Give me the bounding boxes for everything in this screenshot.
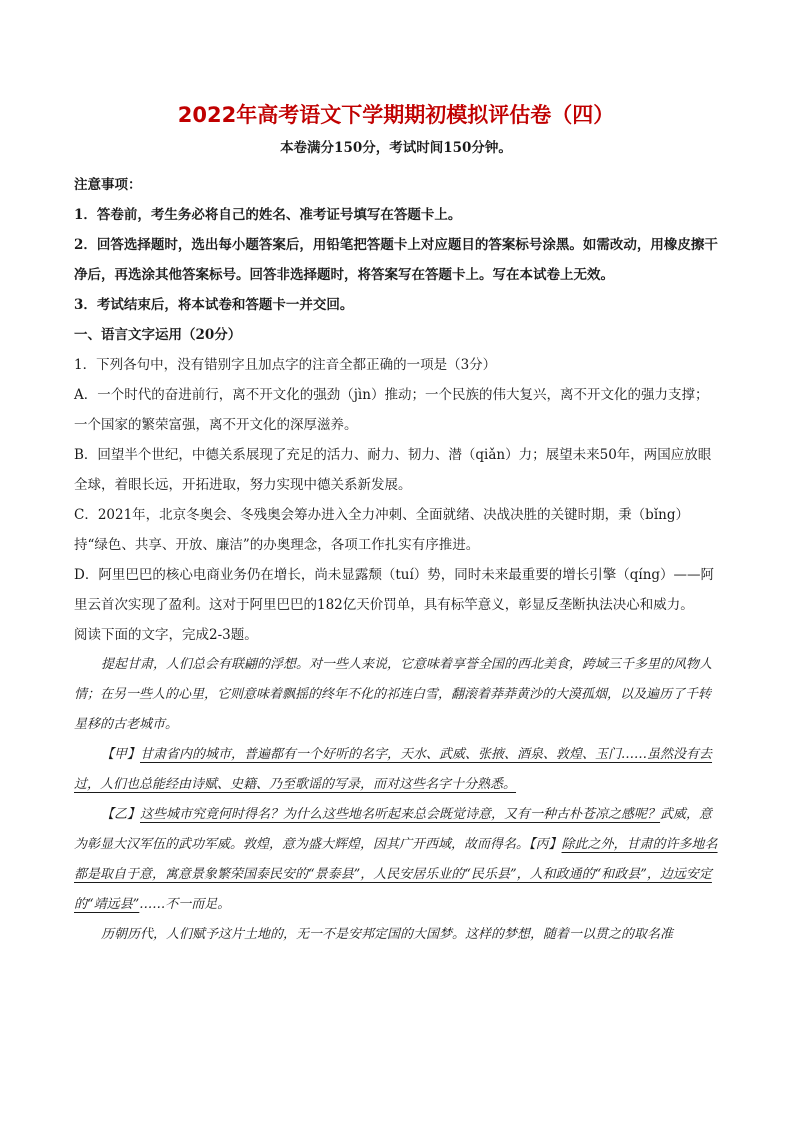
section-heading: 一、语言文字运用（20分） xyxy=(74,327,242,343)
notice-item-1: 1．答卷前，考生务必将自己的姓名、准考证号填写在答题卡上。 xyxy=(74,207,462,223)
notice-item-2: 2．回答选择题时，选出每小题答案后，用铅笔把答题卡上对应题目的答案标号涂黑。如需改动，用橡皮擦干净后，再选涂其他答案标号。回答非选择题时，将答案写在答题卡上。写在本试卷上无效。 xyxy=(74,237,718,283)
passage-text-end: ……不一而足。 xyxy=(139,897,231,912)
page-title: 2022年高考语文下学期期初模拟评估卷（四） xyxy=(177,103,615,127)
question-1-option-a: A．一个时代的奋进前行，离不开文化的强劲（jìn）推动；一个民族的伟大复兴，离不开文化的强力支撑；一个国家的繁荣富强，离不开文化的深厚滋养。 xyxy=(74,387,709,433)
marker-bing: 【丙】 xyxy=(529,837,562,852)
exam-subtitle: 本卷满分150分，考试时间150分钟。 xyxy=(280,140,512,156)
question-1-option-d: D．阿里巴巴的核心电商业务仍在增长，尚未显露颓（tuí）势，同时未来最重要的增长引擎（qíng）——阿里云首次实现了盈利。这对于阿里巴巴的182亿天价罚单，具有标竿意义，彰显反垄断执法决心和威力。 xyxy=(74,567,715,613)
underlined-sentence-yi: 这些城市究竟何时得名？为什么这些地名听起来总会既觉诗意，又有一种古朴苍凉之感呢？ xyxy=(140,807,661,822)
question-1-option-b: B．回望半个世纪，中德关系展现了充足的活力、耐力、韧力、潜（qiǎn）力；展望未来50年，两国应放眼全球，着眼长远，开拓进取，努力实现中德关系新发展。 xyxy=(74,447,712,493)
passage-text: 武威，意为彰显大汉军伍的武功军威。敦煌，意为盛大辉煌，因其广开西域，故而得名。 xyxy=(74,807,713,852)
passage-paragraph-1: 提起甘肃，人们总会有联翩的浮想。对一些人来说，它意味着享誉全国的西北美食，跨域三千多里的风物人情；在另一些人的心里，它则意味着飘摇的终年不化的祁连白雪，翻滚着莽莽黄沙的大漠孤烟，以及遍历了千转星移的古老城市。 xyxy=(74,657,713,732)
question-1-option-c: C．2021年，北京冬奥会、冬残奥会筹办进入全力冲刺、全面就绪、决战决胜的关键时期，秉（bǐng）持“绿色、共享、开放、廉洁”的办奥理念，各项工作扎实有序推进。 xyxy=(74,507,689,553)
underlined-sentence-jia: 甘肃省内的城市，普遍都有一个好听的名字，天水、武威、张掖、酒泉、敦煌、玉门……虽然没有去过，人们也总能经由诗赋、史籍、乃至歌谣的写录，而对这些名字十分熟悉。 xyxy=(74,747,713,792)
passage-paragraph-4: 历朝历代，人们赋予这片土地的，无一不是安邦定国的大国梦。这样的梦想，随着一以贯之的取名准 xyxy=(101,927,674,942)
passage-paragraph-3 xyxy=(74,800,718,920)
question-1-stem: 1．下列各句中，没有错别字且加点字的注音全都正确的一项是（3分） xyxy=(74,357,497,373)
marker-yi: 【乙】 xyxy=(101,807,141,822)
notice-heading: 注意事项： xyxy=(74,177,142,193)
notice-item-3: 3．考试结束后，将本试卷和答题卡一并交回。 xyxy=(74,297,354,313)
passage-paragraph-2 xyxy=(74,740,718,800)
marker-jia: 【甲】 xyxy=(101,747,141,762)
reading-intro: 阅读下面的文字，完成2-3题。 xyxy=(74,627,258,643)
underlined-sentence-bing: 除此之外，甘肃的许多地名都是取自于意，寓意景象繁荣国泰民安的“景泰县”，人民安居乐业的“民乐县”，人和政通的“和政县”，边远安定的“靖远县” xyxy=(74,837,718,912)
